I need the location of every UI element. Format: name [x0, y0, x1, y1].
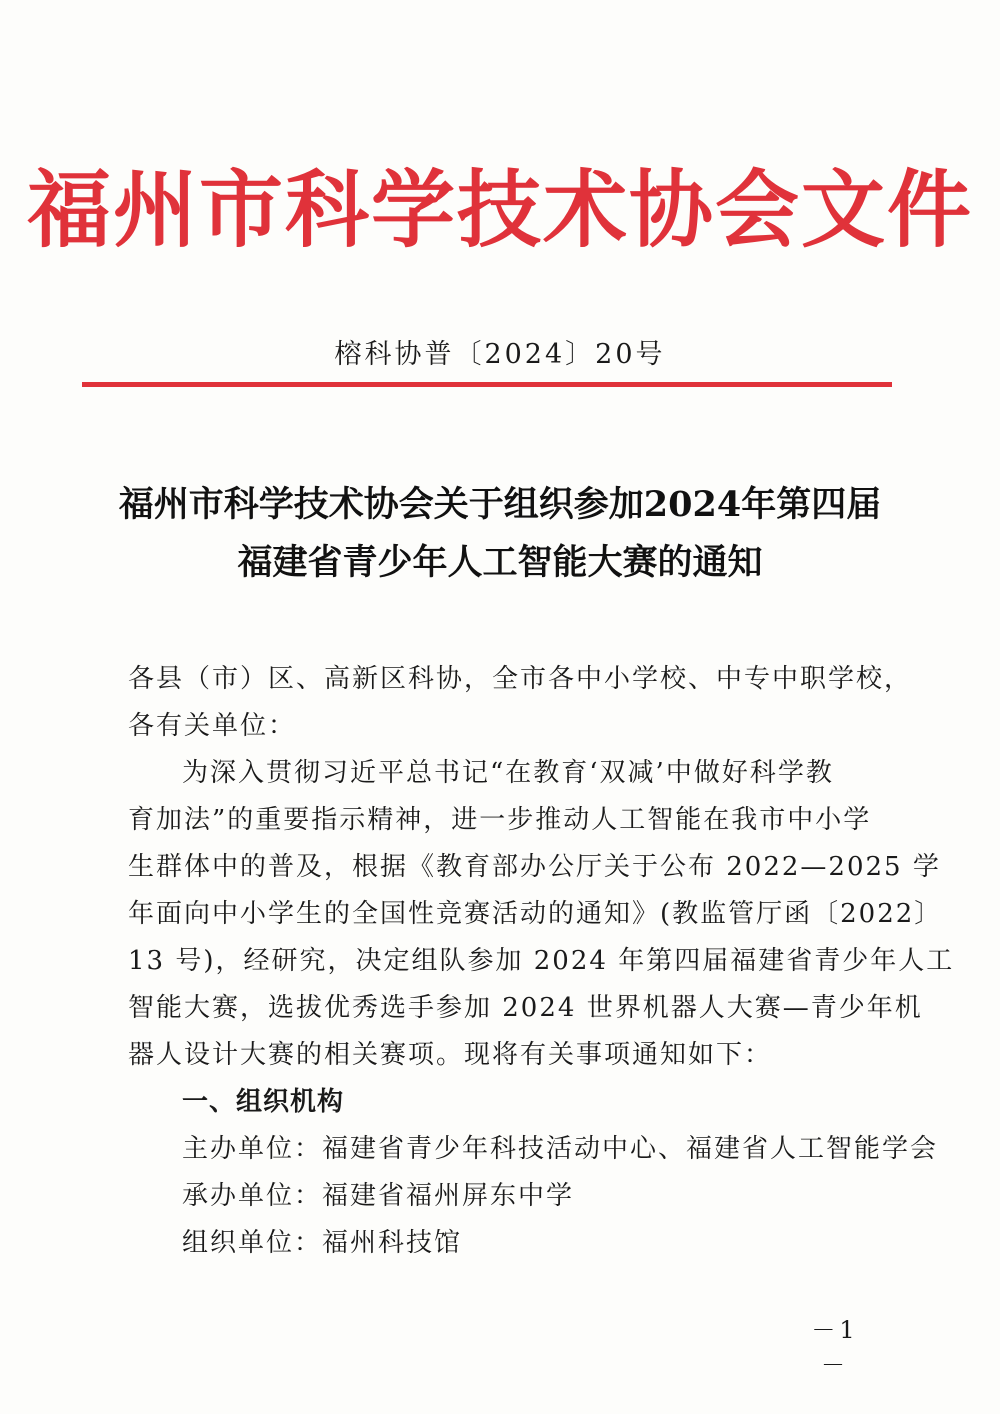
host-label: 承办单位： [182, 1181, 323, 1211]
host-value: 福建省福州屏东中学 [322, 1181, 575, 1211]
addressee-line-1: 各县（市）区、高新区科协，全市各中小学校、中专中职学校， [128, 664, 913, 694]
organizer-value: 福建省青少年科技活动中心、福建省人工智能学会 [322, 1134, 939, 1164]
addressee-line-2: 各有关单位： [128, 711, 297, 741]
paragraph-line-6: 智能大赛，选拔优秀选手参加 2024 世界机器人大赛—青少年机 [128, 993, 923, 1023]
section-heading-organization: 一、组织机构 [182, 1087, 345, 1117]
notice-title-line-1: 福州市科学技术协会关于组织参加2024年第四届 [118, 484, 882, 525]
host-line [128, 1173, 868, 1220]
notice-title [60, 476, 940, 592]
organizer-label: 主办单位： [182, 1134, 323, 1164]
issuer-header-title: 福州市科学技术协会文件 [26, 160, 973, 259]
notice-body [128, 656, 955, 1267]
paragraph-line-2: 育加法”的重要指示精神，进一步推动人工智能在我市中小学 [128, 805, 872, 835]
coordinator-value: 福州科技馆 [322, 1228, 463, 1258]
red-divider-line [82, 382, 892, 387]
coordinator-line [128, 1220, 868, 1267]
paragraph-line-7: 器人设计大赛的相关赛项。现将有关事项通知如下： [128, 1040, 773, 1070]
coordinator-label: 组织单位： [182, 1228, 323, 1258]
paragraph-line-1: 为深入贯彻习近平总书记“在教育‘双减’中做好科学教 [182, 758, 834, 788]
page-number: －1－ [811, 1316, 859, 1379]
document-number: 榕科协普〔2024〕20号 [334, 339, 666, 370]
paragraph-line-4: 年面向中小学生的全国性竞赛活动的通知》(教监管厅函〔2022〕 [128, 899, 943, 929]
notice-title-line-2: 福建省青少年人工智能大赛的通知 [237, 542, 763, 583]
paragraph-line-3: 生群体中的普及，根据《教育部办公厅关于公布 2022—2025 学 [128, 852, 941, 882]
paragraph-line-5: 13 号)，经研究，决定组队参加 2024 年第四届福建省青少年人工 [128, 946, 955, 976]
organizer-line [128, 1126, 939, 1173]
